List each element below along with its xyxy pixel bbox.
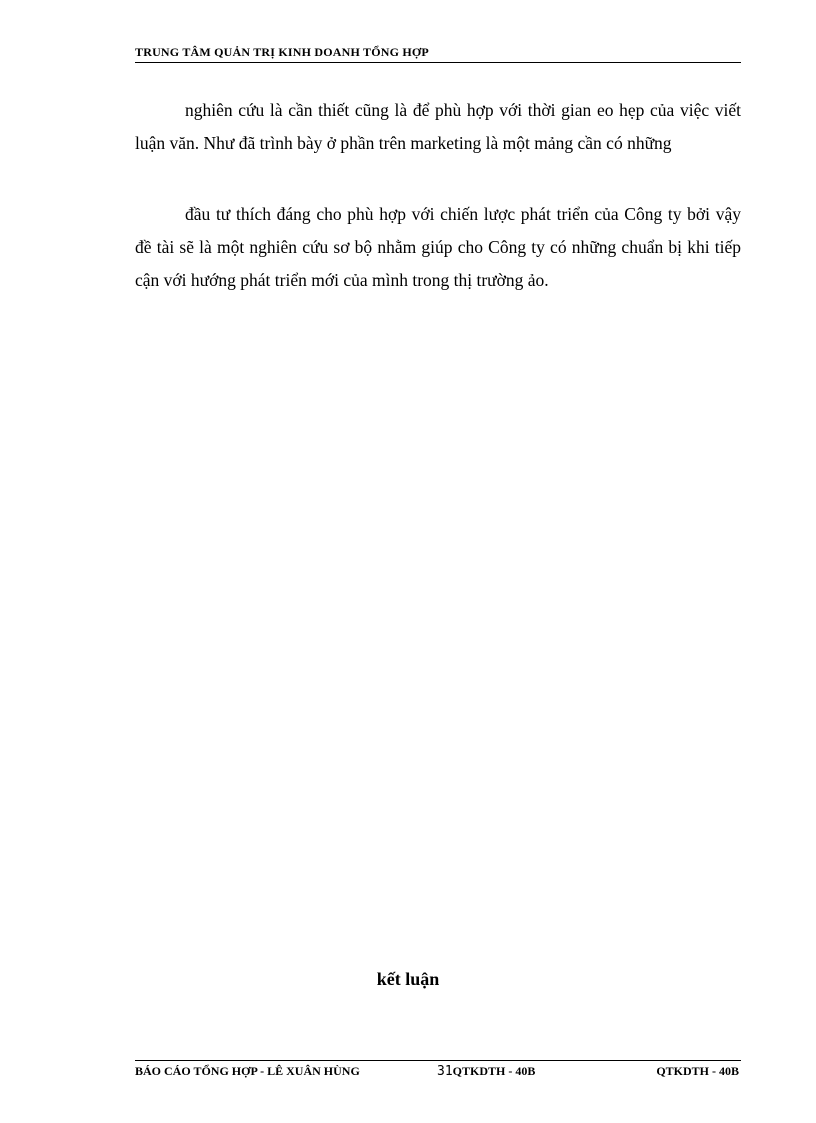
footer-report-author: BÁO CÁO TỔNG HỢP - LÊ XUÂN HÙNG	[135, 1064, 360, 1078]
footer-class-code: QTKDTH - 40B	[452, 1064, 536, 1078]
body-paragraph-1: nghiên cứu là cần thiết cũng là để phù hợp với thời gian eo hẹp của việc viết luận văn. Như đã trình bày ở phần trên marketing là một mảng cần có những	[135, 100, 741, 153]
page-footer	[135, 1060, 741, 1079]
footer-center	[437, 1064, 535, 1079]
page-header	[135, 44, 741, 63]
body-paragraph-2: đầu tư thích đáng cho phù hợp với chiến lược phát triển của Công ty bởi vậy đề tài sẽ là một nghiên cứu sơ bộ nhằm giúp cho Công ty có những chuẩn bị khi tiếp cận với hướng phát triển mới của mình trong thị trường ảo.	[135, 204, 741, 290]
conclusion-heading: kết luận	[376, 969, 440, 989]
header-title: TRUNG TÂM QUẢN TRỊ KINH DOANH TỔNG HỢP	[135, 45, 429, 59]
page-number: 31	[437, 1064, 453, 1079]
footer-class-code-right: QTKDTH - 40B	[656, 1064, 739, 1078]
